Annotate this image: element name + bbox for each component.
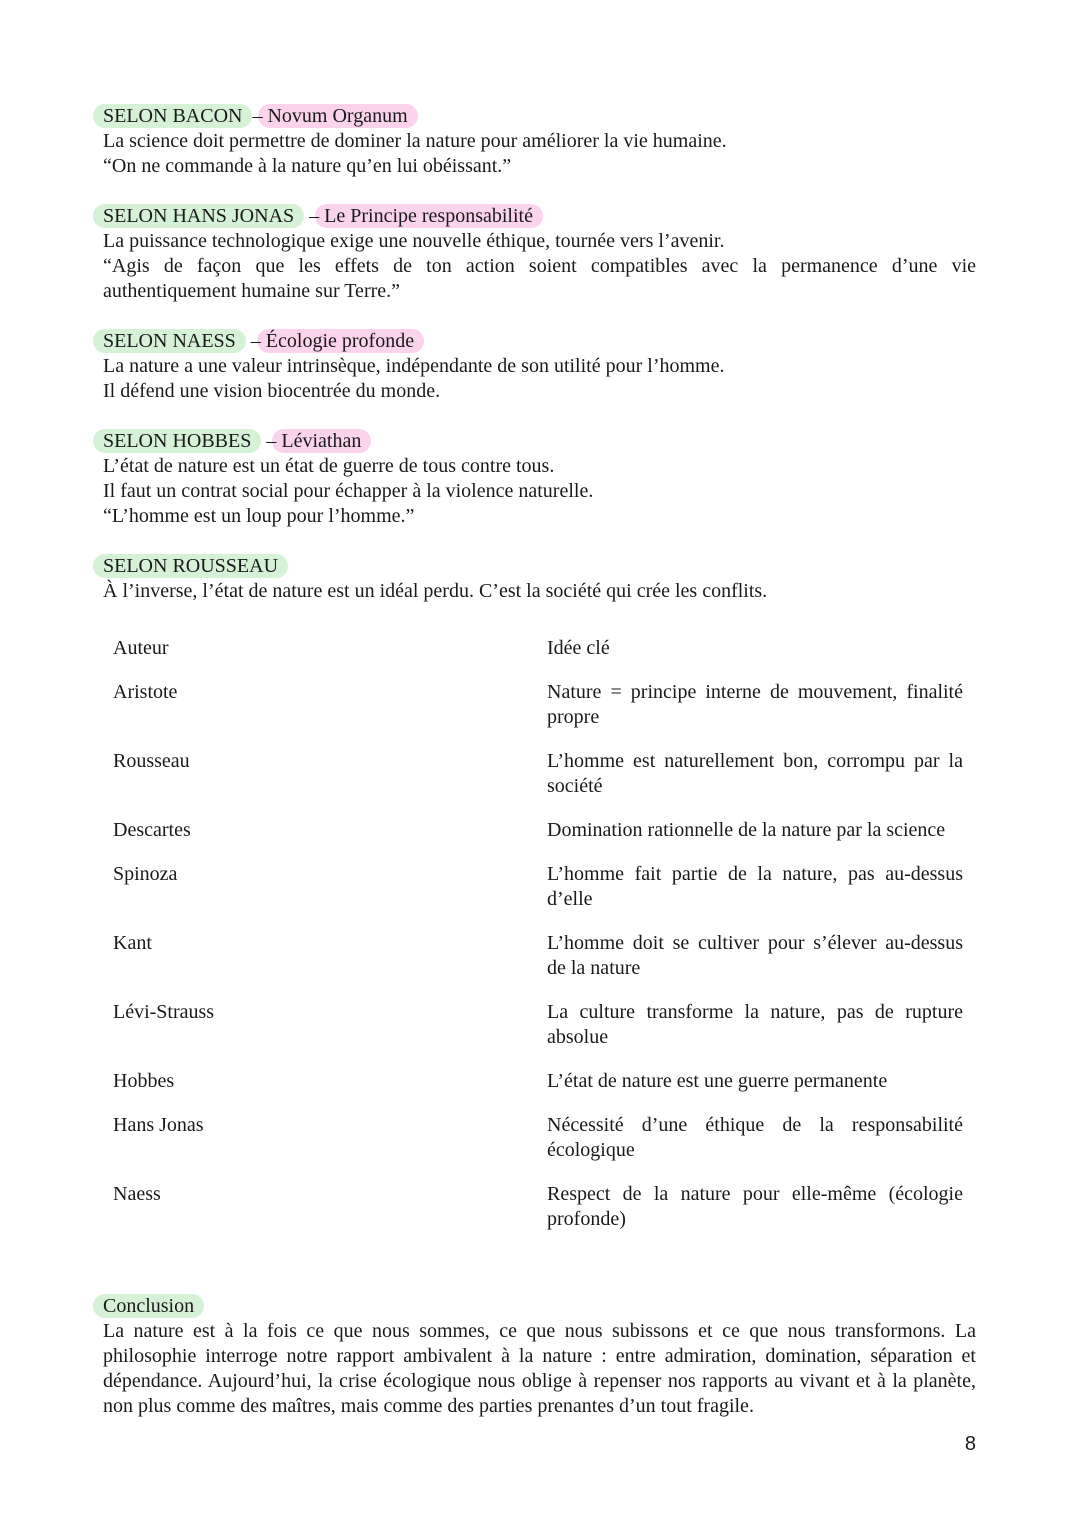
section-naess: [103, 329, 976, 404]
column-header-idea: Idée clé: [547, 637, 610, 659]
dash: –: [252, 105, 263, 127]
author-cell: Hobbes: [113, 1070, 175, 1092]
table-row: [113, 1182, 963, 1251]
author-cell: Rousseau: [113, 750, 190, 772]
author-label: SELON BACON: [93, 104, 252, 128]
table-row: [113, 1000, 963, 1069]
table-row: [113, 862, 963, 931]
authors-table: [113, 636, 963, 1251]
dash: –: [250, 330, 261, 352]
section-heading: [103, 329, 976, 354]
section-line: La nature a une valeur intrinsèque, indépendante de son utilité pour l’homme.: [103, 355, 725, 377]
idea-cell: L’état de nature est une guerre permanente: [547, 1070, 888, 1092]
author-cell: Lévi-Strauss: [113, 1001, 215, 1023]
table-row: [113, 749, 963, 818]
table-row: [113, 1113, 963, 1182]
quote-line: “On ne commande à la nature qu’en lui obéissant.”: [103, 155, 512, 177]
idea-cell: L’homme fait partie de la nature, pas au-dessus d’elle: [547, 863, 963, 910]
quote-line: “L’homme est un loup pour l’homme.”: [103, 505, 415, 527]
work-title: Écologie profonde: [257, 329, 424, 353]
table-row: [113, 680, 963, 749]
author-cell: Descartes: [113, 819, 191, 841]
section-line: La puissance technologique exige une nouvelle éthique, tournée vers l’avenir.: [103, 230, 725, 252]
author-cell: Hans Jonas: [113, 1114, 204, 1136]
section-heading: [103, 554, 976, 579]
dash: –: [266, 430, 277, 452]
work-title: Le Principe responsabilité: [315, 204, 543, 228]
idea-cell: Nature = principe interne de mouvement, finalité propre: [547, 681, 963, 728]
section-line: À l’inverse, l’état de nature est un idéal perdu. C’est la société qui crée les conflits.: [103, 580, 768, 602]
section-conclusion: [103, 1294, 976, 1419]
table-row: [113, 1069, 963, 1113]
section-line: Il défend une vision biocentrée du monde.: [103, 380, 441, 402]
section-heading: [103, 204, 976, 229]
work-title: Léviathan: [272, 429, 371, 453]
idea-cell: Nécessité d’une éthique de la responsabilité écologique: [547, 1114, 963, 1161]
section-bacon: [103, 104, 976, 179]
table-row: [113, 931, 963, 1000]
table-header-row: [113, 636, 963, 680]
idea-cell: L’homme est naturellement bon, corrompu par la société: [547, 750, 963, 797]
column-header-author: Auteur: [113, 637, 169, 659]
section-jonas: [103, 204, 976, 304]
author-label: SELON ROUSSEAU: [93, 554, 288, 578]
idea-cell: Domination rationnelle de la nature par la science: [547, 819, 946, 841]
idea-cell: L’homme doit se cultiver pour s’élever au-dessus de la nature: [547, 932, 963, 979]
section-heading: [103, 1294, 976, 1319]
section-heading: [103, 104, 976, 129]
idea-cell: Respect de la nature pour elle-même (écologie profonde): [547, 1183, 963, 1230]
section-line: La science doit permettre de dominer la nature pour améliorer la vie humaine.: [103, 130, 727, 152]
author-cell: Spinoza: [113, 863, 178, 885]
quote-line: “Agis de façon que les effets de ton action soient compatibles avec la permanence d’une vie authentiquement humaine sur Terre.”: [103, 255, 976, 302]
work-title: Novum Organum: [258, 104, 417, 128]
idea-cell: La culture transforme la nature, pas de rupture absolue: [547, 1001, 963, 1048]
section-line: Il faut un contrat social pour échapper à la violence naturelle.: [103, 480, 594, 502]
section-hobbes: [103, 429, 976, 529]
conclusion-label: Conclusion: [93, 1294, 204, 1318]
section-rousseau: [103, 554, 976, 604]
author-label: SELON NAESS: [93, 329, 246, 353]
author-label: SELON HANS JONAS: [93, 204, 304, 228]
page-number: 8: [964, 1433, 976, 1455]
author-cell: Aristote: [113, 681, 178, 703]
section-line: L’état de nature est un état de guerre de tous contre tous.: [103, 455, 555, 477]
author-cell: Naess: [113, 1183, 161, 1205]
section-heading: [103, 429, 976, 454]
author-cell: Kant: [113, 932, 152, 954]
table-row: [113, 818, 963, 862]
conclusion-text: La nature est à la fois ce que nous sommes, ce que nous subissons et ce que nous transformons. La philosophie interroge notre rapport ambivalent à la nature : entre admiration, domination, séparation et dépendance. Aujourd’hui, la crise écologique nous oblige à repenser nos rapports au vivant et à la planète, non plus comme des maîtres, mais comme des parties prenantes d’un tout fragile.: [103, 1320, 976, 1417]
author-label: SELON HOBBES: [93, 429, 261, 453]
dash: –: [309, 205, 320, 227]
